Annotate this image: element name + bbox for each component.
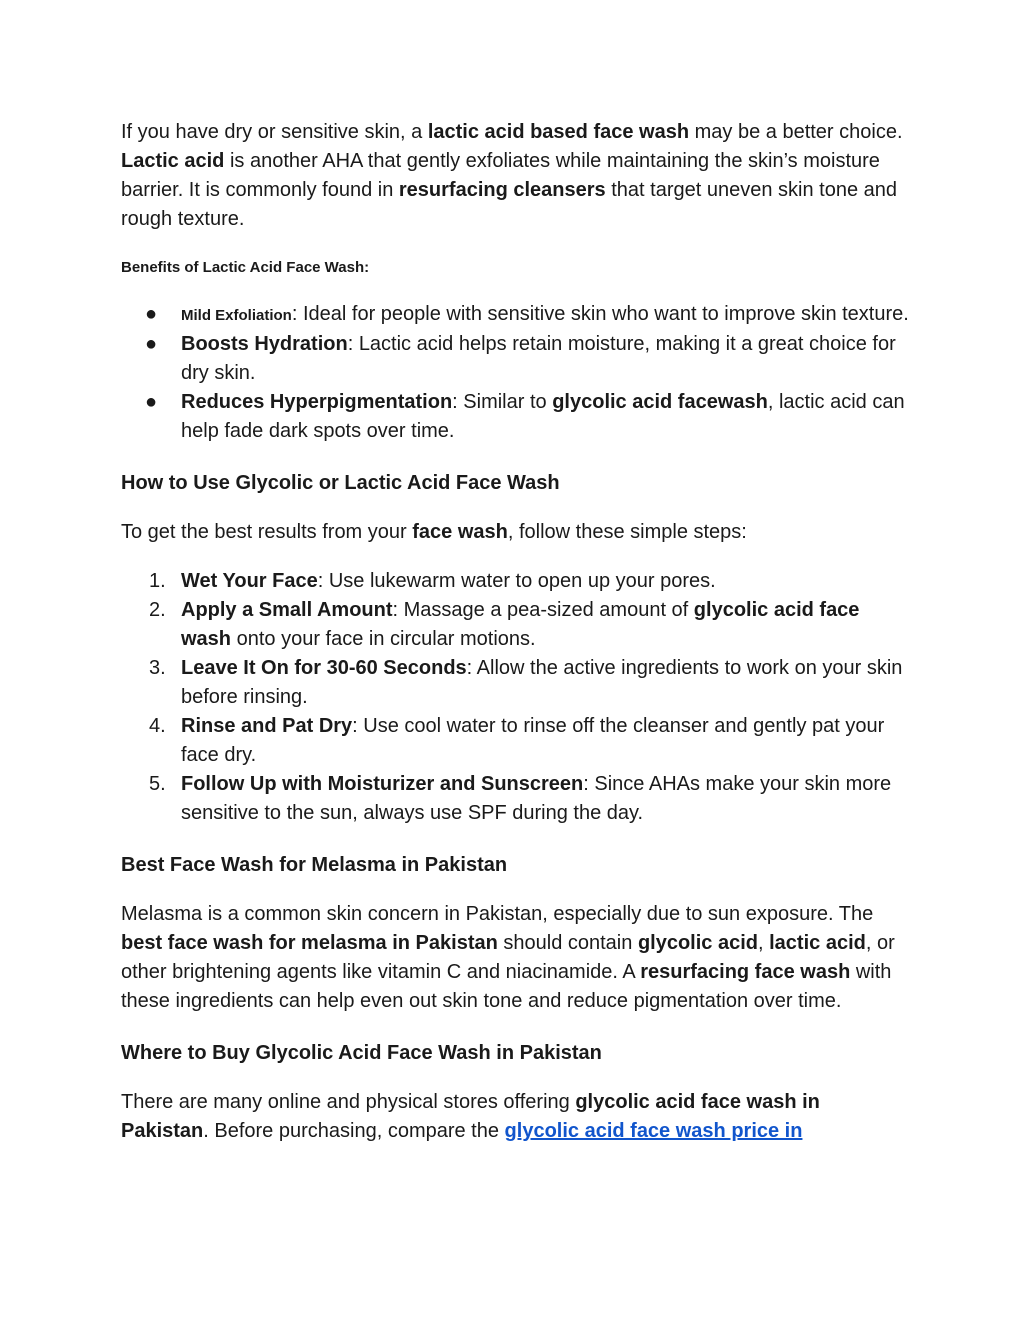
step-number: 4. <box>149 715 166 737</box>
list-item <box>121 712 911 770</box>
list-item <box>121 300 911 330</box>
howto-heading: How to Use Glycolic or Lactic Acid Face Wash <box>121 472 560 494</box>
step-bold: glycolic acid face wash <box>181 599 860 650</box>
buy-text-1: There are many online and physical stores offering <box>121 1091 576 1113</box>
intro-text-3: is another AHA that gently exfoliates while maintaining the skin’s moisture barrier. It is commonly found in <box>121 150 880 201</box>
howto-intro-text-1: To get the best results from your <box>121 521 413 543</box>
benefits-heading: Benefits of Lactic Acid Face Wash: <box>121 259 370 276</box>
benefit-bold: glycolic acid facewash <box>552 391 768 413</box>
step-text: : Use lukewarm water to open up your pores. <box>317 570 716 592</box>
melasma-bold-3: lactic acid <box>769 932 866 954</box>
step-label: Leave It On for 30-60 Seconds <box>181 657 467 679</box>
list-item <box>121 388 911 446</box>
list-item <box>121 596 911 654</box>
step-number: 3. <box>149 657 166 679</box>
benefits-list <box>121 300 911 446</box>
benefit-text: Ideal for people with sensitive skin who want to improve skin texture. <box>302 303 909 325</box>
step-label: Follow Up with Moisturizer and Sunscreen <box>181 773 584 795</box>
document-page <box>121 118 911 1146</box>
melasma-bold-1: best face wash for melasma in Pakistan <box>121 932 498 954</box>
intro-text-2: may be a better choice. <box>689 121 903 143</box>
benefit-text: Lactic acid helps retain moisture, making it a great choice for dry skin. <box>181 333 896 384</box>
step-number: 2. <box>149 599 166 621</box>
list-item <box>121 770 911 828</box>
list-item <box>121 654 911 712</box>
step-text: : Allow the active ingredients to work on your skin before rinsing. <box>181 657 903 708</box>
step-number: 5. <box>149 773 166 795</box>
intro-bold-lactic-acid: Lactic acid <box>121 150 225 172</box>
step-text-pre: : Massage a pea-sized amount of <box>392 599 694 621</box>
buy-bold: glycolic acid face wash in Pakistan <box>121 1091 820 1142</box>
step-text: : Use cool water to rinse off the cleanser and gently pat your face dry. <box>181 715 885 766</box>
benefit-label: Boosts Hydration <box>181 333 348 355</box>
howto-intro-text-2: , follow these simple steps: <box>507 521 747 543</box>
step-text: : Since AHAs make your skin more sensitive to the sun, always use SPF during the day. <box>181 773 892 824</box>
list-item <box>121 567 911 596</box>
intro-bold-lactic-face-wash: lactic acid based face wash <box>427 121 690 143</box>
howto-intro <box>121 518 911 547</box>
bullet-icon: ● <box>145 303 158 325</box>
buy-text-2: . Before purchasing, compare the <box>203 1120 505 1142</box>
melasma-text-4: , or other brightening agents like vitamin C and niacinamide. A <box>121 932 895 983</box>
price-link[interactable]: glycolic acid face wash price in <box>504 1120 803 1142</box>
benefit-label: Reduces Hyperpigmentation <box>181 391 453 413</box>
benefit-separator: : <box>452 391 464 413</box>
benefit-text-pre: Similar to <box>463 391 553 413</box>
benefit-label: Mild Exfoliation <box>181 307 292 324</box>
melasma-text-3: , <box>758 932 770 954</box>
howto-intro-bold: face wash <box>412 521 508 543</box>
bullet-icon: ● <box>145 333 158 355</box>
melasma-paragraph <box>121 900 911 1016</box>
melasma-bold-4: resurfacing face wash <box>640 961 851 983</box>
step-text-post: onto your face in circular motions. <box>231 628 536 650</box>
melasma-text-1: Melasma is a common skin concern in Pakistan, especially due to sun exposure. The <box>121 903 874 925</box>
benefit-separator: : <box>291 303 303 325</box>
steps-list <box>121 567 911 828</box>
list-item <box>121 330 911 388</box>
melasma-heading: Best Face Wash for Melasma in Pakistan <box>121 854 508 876</box>
intro-paragraph <box>121 118 911 234</box>
buy-heading: Where to Buy Glycolic Acid Face Wash in Pakistan <box>121 1042 602 1064</box>
benefit-separator: : <box>347 333 359 355</box>
step-label: Apply a Small Amount <box>181 599 393 621</box>
buy-paragraph <box>121 1088 911 1146</box>
intro-bold-resurfacing-cleansers: resurfacing cleansers <box>398 179 606 201</box>
intro-text-1: If you have dry or sensitive skin, a <box>121 121 428 143</box>
bullet-icon: ● <box>145 391 158 413</box>
intro-text-4: that target uneven skin tone and rough texture. <box>121 179 897 230</box>
step-label: Rinse and Pat Dry <box>181 715 353 737</box>
melasma-text-2: should contain <box>497 932 638 954</box>
benefit-text-post: , lactic acid can help fade dark spots over time. <box>181 391 905 442</box>
melasma-text-5: with these ingredients can help even out skin tone and reduce pigmentation over time. <box>121 961 892 1012</box>
melasma-bold-2: glycolic acid <box>637 932 758 954</box>
step-number: 1. <box>149 570 166 592</box>
step-label: Wet Your Face <box>181 570 318 592</box>
